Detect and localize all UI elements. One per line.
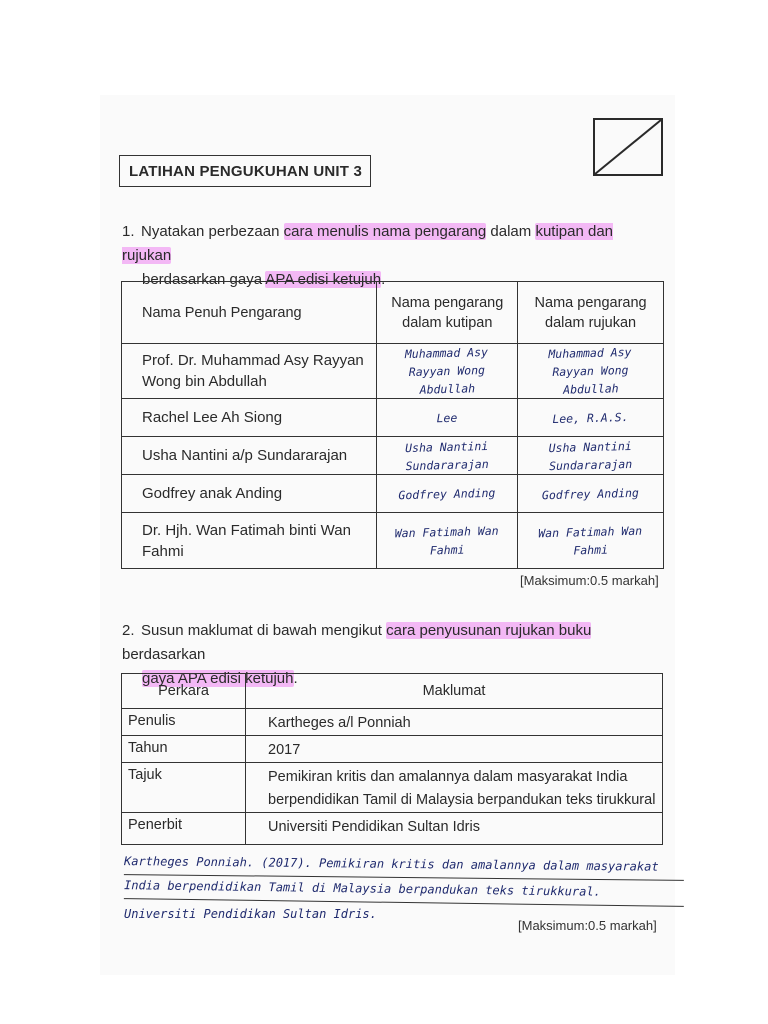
highlight: kutipan dan rujukan (122, 223, 614, 264)
handwritten-reference-name: Usha Nantini Sundararajan (548, 438, 633, 473)
column-header: Maklumat (246, 674, 663, 709)
question-text: . (293, 670, 298, 687)
question-text: berdasarkan gaya (142, 271, 266, 288)
handwritten-citation-name: Godfrey Anding (398, 485, 496, 502)
handwritten-reference-name: Muhammad Asy Rayyan Wong Abdullah (548, 344, 632, 397)
field-label: Penulis (122, 709, 246, 736)
table-row (122, 763, 663, 813)
max-marks-note: [Maksimum:0.5 markah] (520, 573, 659, 588)
question-text: Nyatakan perbezaan (141, 223, 284, 240)
field-label: Tajuk (122, 763, 246, 813)
table-row (122, 437, 664, 475)
table-row (122, 813, 663, 845)
handwritten-citation-name: Lee (436, 410, 458, 425)
handwritten-citation-name: Usha Nantini Sundararajan (405, 438, 490, 473)
field-value: Pemikiran kritis dan amalannya dalam masyarakat India berpendidikan Tamil di Malaysia berpandukan teks tirukkural (246, 763, 663, 813)
question-text: . (381, 271, 386, 288)
highlight: cara menulis nama pengarang (283, 223, 487, 240)
column-header: Nama pengarang dalam kutipan (377, 282, 518, 344)
table-row (122, 513, 664, 569)
handwritten-reference-name: Godfrey Anding (541, 485, 640, 502)
handwritten-citation-name: Muhammad Asy Rayyan Wong Abdullah (405, 344, 489, 397)
table-row (122, 709, 663, 736)
question-number: 1. (122, 223, 135, 240)
table-row (122, 399, 664, 437)
column-header: Nama Penuh Pengarang (122, 282, 377, 344)
highlight: APA edisi ketujuh (265, 271, 382, 288)
field-label: Tahun (122, 736, 246, 763)
author-full-name: Godfrey anak Anding (122, 475, 377, 513)
field-value: Universiti Pendidikan Sultan Idris (246, 813, 663, 845)
field-label: Penerbit (122, 813, 246, 845)
table-row (122, 475, 664, 513)
score-box (593, 118, 663, 176)
answer-line: India berpendidikan Tamil di Malaysia berpandukan teks tirukkural. (124, 874, 684, 907)
author-full-name: Dr. Hjh. Wan Fatimah binti Wan Fahmi (122, 513, 377, 569)
question-text: berdasarkan (122, 646, 206, 663)
table-row (122, 736, 663, 763)
diagonal-line-icon (595, 120, 661, 174)
question-number: 2. (122, 622, 135, 639)
book-info-table (121, 673, 663, 845)
author-full-name: Rachel Lee Ah Siong (122, 399, 377, 437)
highlight: cara penyusunan rujukan buku (386, 622, 592, 639)
handwritten-reference-name: Lee, R.A.S. (552, 409, 629, 426)
max-marks-note: [Maksimum:0.5 markah] (518, 918, 657, 933)
handwritten-citation-name: Wan Fatimah Wan Fahmi (394, 523, 500, 557)
field-value: Kartheges a/l Ponniah (246, 709, 663, 736)
table-row (122, 344, 664, 399)
handwritten-reference-name: Wan Fatimah Wan Fahmi (538, 523, 643, 557)
author-full-name: Usha Nantini a/p Sundararajan (122, 437, 377, 475)
answer-line: Kartheges Ponniah. (2017). Pemikiran kritis dan amalannya dalam masyarakat (124, 850, 684, 881)
author-name-table (121, 281, 664, 569)
author-full-name: Prof. Dr. Muhammad Asy Rayyan Wong bin Abdullah (122, 344, 377, 399)
field-value: 2017 (246, 736, 663, 763)
highlight: gaya APA edisi ketujuh (142, 670, 294, 687)
answer-line: Universiti Pendidikan Sultan Idris. (124, 907, 377, 921)
page-title: LATIHAN PENGUKUHAN UNIT 3 (119, 155, 371, 187)
column-header: Perkara (122, 674, 246, 709)
handwritten-answer (124, 853, 684, 927)
column-header: Nama pengarang dalam rujukan (518, 282, 664, 344)
question-text: dalam (486, 223, 536, 240)
question-text: Susun maklumat di bawah mengikut (141, 622, 387, 639)
